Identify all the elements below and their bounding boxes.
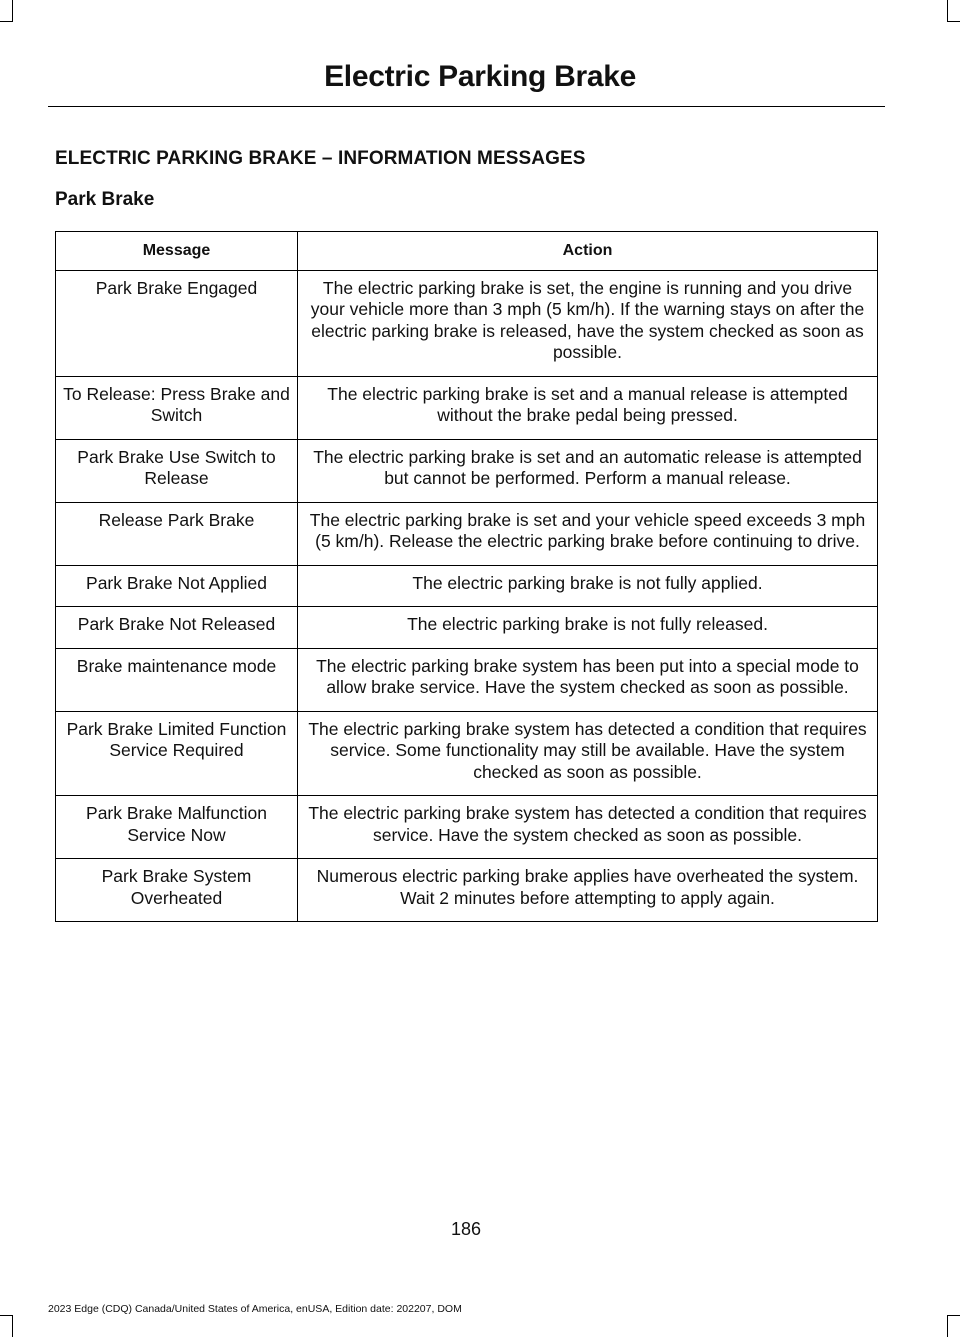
action-cell: The electric parking brake system has been put into a special mode to allow brake service. Have the system checked as soon as possible.	[298, 648, 878, 711]
table-row	[56, 648, 878, 711]
message-cell: Park Brake Engaged	[56, 270, 298, 376]
table-header-row	[56, 232, 878, 271]
column-header-message: Message	[56, 232, 298, 271]
message-cell: Park Brake Malfunction Service Now	[56, 796, 298, 859]
action-cell: Numerous electric parking brake applies have overheated the system. Wait 2 minutes before attempting to apply again.	[298, 859, 878, 922]
message-cell: Park Brake Not Released	[56, 607, 298, 649]
action-cell: The electric parking brake is not fully released.	[298, 607, 878, 649]
crop-mark-top-right	[947, 0, 948, 22]
table-row	[56, 376, 878, 439]
action-cell: The electric parking brake system has detected a condition that requires service. Some functionality may still be available. Have the system checked as soon as possible.	[298, 711, 878, 796]
action-cell: The electric parking brake is set and an automatic release is attempted but cannot be performed. Perform a manual release.	[298, 439, 878, 502]
sub-heading: Park Brake	[55, 189, 155, 210]
message-cell: Park Brake System Overheated	[56, 859, 298, 922]
action-cell: The electric parking brake is set and your vehicle speed exceeds 3 mph (5 km/h). Release the electric parking brake before continuing to drive.	[298, 502, 878, 565]
header-divider	[48, 106, 885, 107]
table-row	[56, 711, 878, 796]
message-cell: Brake maintenance mode	[56, 648, 298, 711]
action-cell: The electric parking brake system has detected a condition that requires service. Have the system checked as soon as possible.	[298, 796, 878, 859]
table-row	[56, 859, 878, 922]
section-heading: ELECTRIC PARKING BRAKE – INFORMATION MESSAGES	[55, 148, 586, 169]
page-number: 186	[450, 1219, 482, 1239]
crop-mark-top-right	[948, 21, 960, 22]
table-row	[56, 439, 878, 502]
table-row	[56, 270, 878, 376]
message-cell: Park Brake Limited Function Service Required	[56, 711, 298, 796]
message-cell: To Release: Press Brake and Switch	[56, 376, 298, 439]
action-cell: The electric parking brake is set, the engine is running and you drive your vehicle more than 3 mph (5 km/h). If the warning stays on after the electric parking brake is released, have the system checked as soon as possible.	[298, 270, 878, 376]
crop-mark-bottom-right	[947, 1315, 948, 1337]
column-header-action: Action	[298, 232, 878, 271]
crop-mark-bottom-right	[948, 1315, 960, 1316]
action-cell: The electric parking brake is not fully applied.	[298, 565, 878, 607]
page-header-title: Electric Parking Brake	[324, 60, 636, 93]
action-cell: The electric parking brake is set and a manual release is attempted without the brake pedal being pressed.	[298, 376, 878, 439]
table-row	[56, 607, 878, 649]
information-messages-table	[55, 231, 878, 922]
table-row	[56, 502, 878, 565]
table-row	[56, 796, 878, 859]
crop-mark-top-left	[12, 0, 13, 22]
message-cell: Release Park Brake	[56, 502, 298, 565]
crop-mark-bottom-left	[0, 1315, 12, 1316]
crop-mark-bottom-left	[12, 1315, 13, 1337]
footer-edition-text: 2023 Edge (CDQ) Canada/United States of America, enUSA, Edition date: 202207, DOM	[48, 1303, 462, 1315]
crop-mark-top-left	[0, 21, 12, 22]
table-row	[56, 565, 878, 607]
message-cell: Park Brake Use Switch to Release	[56, 439, 298, 502]
message-cell: Park Brake Not Applied	[56, 565, 298, 607]
